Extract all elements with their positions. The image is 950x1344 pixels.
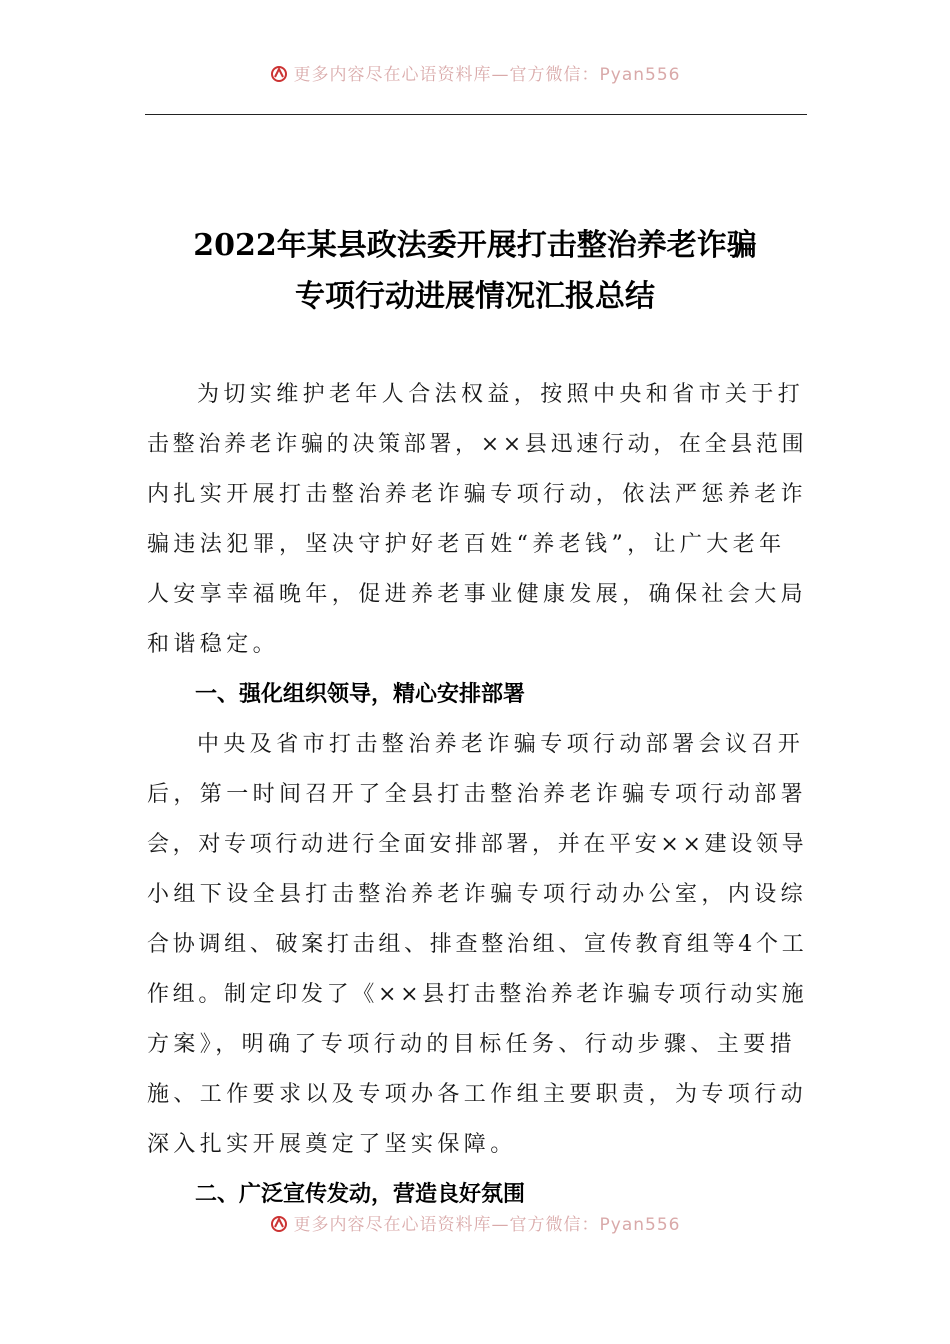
document-title-line-2: 专项行动进展情况汇报总结 [295,279,655,314]
section-1-line-6: 作组。制定印发了《××县打击整治养老诈骗专项行动实施 [147,982,808,1007]
logo-icon [270,65,288,83]
section-2-heading: 二、广泛宣传发动，营造良好氛围 [195,1182,526,1207]
intro-line-2: 击整治养老诈骗的决策部署，××县迅速行动，在全县范围 [147,432,808,457]
intro-line-5: 人安享幸福晚年，促进养老事业健康发展，确保社会大局 [147,582,808,607]
watermark-text: 更多内容尽在心语资料库—官方微信：Pyan556 [293,1215,681,1235]
header-divider [145,114,807,115]
section-1-line-2: 后，第一时间召开了全县打击整治养老诈骗专项行动部署 [147,782,808,807]
intro-line-1: 为切实维护老年人合法权益，按照中央和省市关于打 [197,382,805,407]
intro-line-3: 内扎实开展打击整治养老诈骗专项行动，依法严惩养老诈 [147,482,808,507]
logo-icon [270,1215,288,1233]
watermark-text: 更多内容尽在心语资料库—官方微信：Pyan556 [293,65,681,85]
section-1-line-9: 深入扎实开展奠定了坚实保障。 [147,1132,517,1157]
section-1-line-8: 施、工作要求以及专项办各工作组主要职责，为专项行动 [147,1082,808,1107]
section-1-heading: 一、强化组织领导，精心安排部署 [195,682,526,707]
section-1-line-7: 方案》，明确了专项行动的目标任务、行动步骤、主要措 [147,1032,797,1057]
section-1-line-5: 合协调组、破案打击组、排查整治组、宣传教育组等4个工 [147,932,808,957]
intro-line-6: 和谐稳定。 [147,632,280,657]
watermark-header [0,60,950,85]
section-1-line-4: 小组下设全县打击整治养老诈骗专项行动办公室，内设综 [147,882,808,907]
document-title-line-1: 2022年某县政法委开展打击整治养老诈骗 [193,228,757,263]
intro-line-4: 骗违法犯罪，坚决守护好老百姓“养老钱”，让广大老年 [147,532,786,557]
section-1-line-1: 中央及省市打击整治养老诈骗专项行动部署会议召开 [197,732,805,757]
section-1-line-3: 会，对专项行动进行全面安排部署，并在平安××建设领导 [147,832,808,857]
watermark-footer [0,1210,950,1235]
